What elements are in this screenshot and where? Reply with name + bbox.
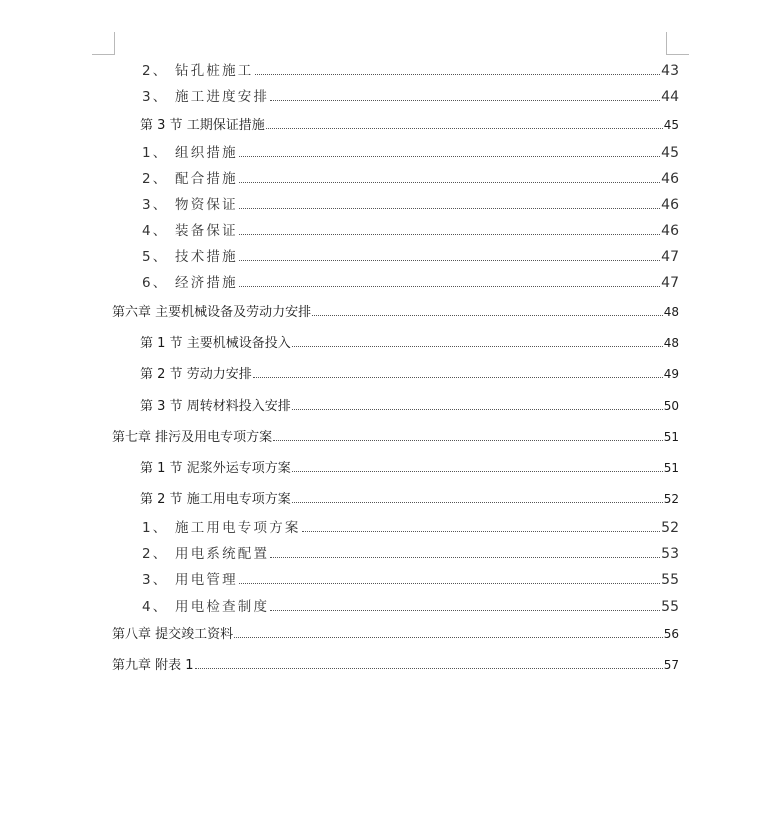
toc-entry-title: 装备保证 — [175, 223, 238, 239]
toc-entry-page: 52 — [663, 492, 679, 506]
toc-entry-title: 提交竣工资料 — [155, 627, 234, 642]
toc-entry-page: 49 — [663, 367, 679, 381]
toc-entry-title: 施工用电专项方案 — [186, 492, 291, 507]
toc-entry-page: 47 — [661, 275, 679, 291]
toc-entry-page: 43 — [661, 63, 679, 79]
toc-entry[interactable] — [142, 193, 679, 213]
toc-entry-number: 3、 — [142, 197, 169, 213]
toc-entry-number: 6、 — [142, 275, 169, 291]
toc-entry-number: 第八章 — [112, 627, 152, 642]
toc-entry-number: 2、 — [142, 171, 169, 187]
toc-entry-page: 46 — [661, 171, 679, 187]
toc-leader-dots — [312, 314, 663, 316]
toc-entry-page: 45 — [663, 118, 679, 132]
toc-entry[interactable] — [142, 542, 679, 562]
toc-entry-title: 用电检查制度 — [175, 599, 270, 615]
toc-entry-number: 第七章 — [112, 430, 152, 445]
toc-entry-page: 53 — [661, 546, 679, 562]
toc-entry-title: 施工用电专项方案 — [175, 520, 301, 536]
toc-entry-number: 2、 — [142, 63, 169, 79]
toc-entry-number: 第六章 — [112, 305, 152, 320]
toc-entry-page: 55 — [661, 572, 679, 588]
toc-entry-page: 48 — [663, 336, 679, 350]
toc-entry-page: 51 — [663, 430, 679, 444]
toc-entry-number: 2、 — [142, 546, 169, 562]
toc-entry-number: 1、 — [142, 520, 169, 536]
toc-leader-dots — [292, 345, 663, 347]
toc-entry[interactable] — [140, 363, 679, 382]
toc-entry-number: 1、 — [142, 145, 169, 161]
toc-entry-number: 第 3 节 — [140, 118, 183, 133]
toc-entry-number: 第 1 节 — [140, 336, 183, 351]
toc-entry-number: 第 1 节 — [140, 461, 183, 476]
toc-entry-title: 附表 1 — [155, 658, 194, 673]
toc-leader-dots — [253, 376, 663, 378]
toc-leader-dots — [239, 181, 660, 183]
toc-leader-dots — [239, 207, 660, 209]
toc-entry-title: 用电管理 — [175, 572, 238, 588]
toc-entry-title: 物资保证 — [175, 197, 238, 213]
toc-leader-dots — [239, 285, 660, 287]
toc-entry-page: 50 — [663, 399, 679, 413]
toc-leader-dots — [292, 470, 663, 472]
toc-entry-number: 5、 — [142, 249, 169, 265]
toc-entry[interactable] — [112, 426, 679, 445]
toc-entry-number: 第 3 节 — [140, 399, 183, 414]
toc-entry[interactable] — [112, 654, 679, 673]
toc-entry-page: 45 — [661, 145, 679, 161]
toc-entry-page: 46 — [661, 197, 679, 213]
toc-leader-dots — [270, 556, 660, 558]
toc-entry-title: 用电系统配置 — [175, 546, 270, 562]
toc-leader-dots — [255, 73, 661, 75]
toc-leader-dots — [195, 667, 663, 669]
toc-entry-number: 第九章 — [112, 658, 152, 673]
toc-entry-page: 46 — [661, 223, 679, 239]
toc-leader-dots — [234, 636, 663, 638]
toc-entry-title: 钻孔桩施工 — [175, 63, 254, 79]
toc-entry-title: 经济措施 — [175, 275, 238, 291]
toc-entry[interactable] — [142, 516, 679, 536]
toc-leader-dots — [266, 127, 663, 129]
toc-entry-page: 55 — [661, 599, 679, 615]
toc-entry-page: 48 — [663, 305, 679, 319]
toc-entry-page: 51 — [663, 461, 679, 475]
toc-leader-dots — [270, 609, 660, 611]
toc-entry[interactable] — [142, 245, 679, 265]
toc-leader-dots — [239, 155, 660, 157]
toc-entry[interactable] — [142, 595, 679, 615]
toc-entry-title: 配合措施 — [175, 171, 238, 187]
toc-entry-title: 技术措施 — [175, 249, 238, 265]
toc-entry[interactable] — [140, 488, 679, 507]
toc-entry[interactable] — [140, 457, 679, 476]
toc-entry-title: 工期保证措施 — [186, 118, 265, 133]
toc-entry[interactable] — [112, 623, 679, 642]
toc-entry-title: 泥浆外运专项方案 — [186, 461, 291, 476]
toc-entry[interactable] — [140, 395, 679, 414]
toc-entry-number: 第 2 节 — [140, 492, 183, 507]
toc-entry-page: 52 — [661, 520, 679, 536]
toc-leader-dots — [239, 233, 660, 235]
toc-leader-dots — [292, 408, 663, 410]
toc-entry[interactable] — [142, 167, 679, 187]
toc-entry-title: 劳动力安排 — [186, 367, 252, 382]
toc-entry-title: 主要机械设备及劳动力安排 — [155, 305, 312, 320]
toc-entry-page: 57 — [663, 658, 679, 672]
toc-entry[interactable] — [142, 568, 679, 588]
toc-entry[interactable] — [142, 85, 679, 105]
toc-leader-dots — [239, 582, 660, 584]
toc-entry[interactable] — [142, 141, 679, 161]
toc-entry-title: 排污及用电专项方案 — [155, 430, 273, 445]
toc-entry-number: 3、 — [142, 89, 169, 105]
toc-entry-title: 组织措施 — [175, 145, 238, 161]
toc-entry-number: 4、 — [142, 223, 169, 239]
toc-leader-dots — [302, 530, 661, 532]
toc-entry[interactable] — [140, 114, 679, 133]
toc-leader-dots — [239, 259, 660, 261]
toc-entry-title: 周转材料投入安排 — [186, 399, 291, 414]
toc-entry-page: 56 — [663, 627, 679, 641]
toc-entry-title: 施工进度安排 — [175, 89, 270, 105]
toc-leader-dots — [273, 439, 663, 441]
toc-entry[interactable] — [142, 219, 679, 239]
toc-entry[interactable] — [140, 332, 679, 351]
toc-entry[interactable] — [112, 301, 679, 320]
toc-entry-number: 第 2 节 — [140, 367, 183, 382]
toc-entry-number: 3、 — [142, 572, 169, 588]
toc-entry-page: 47 — [661, 249, 679, 265]
toc-entry-title: 主要机械设备投入 — [186, 336, 291, 351]
toc-entry[interactable] — [142, 271, 679, 291]
toc-leader-dots — [292, 501, 663, 503]
toc-entry-number: 4、 — [142, 599, 169, 615]
toc-leader-dots — [270, 99, 660, 101]
toc-entry[interactable] — [142, 59, 679, 79]
toc-entry-page: 44 — [661, 89, 679, 105]
